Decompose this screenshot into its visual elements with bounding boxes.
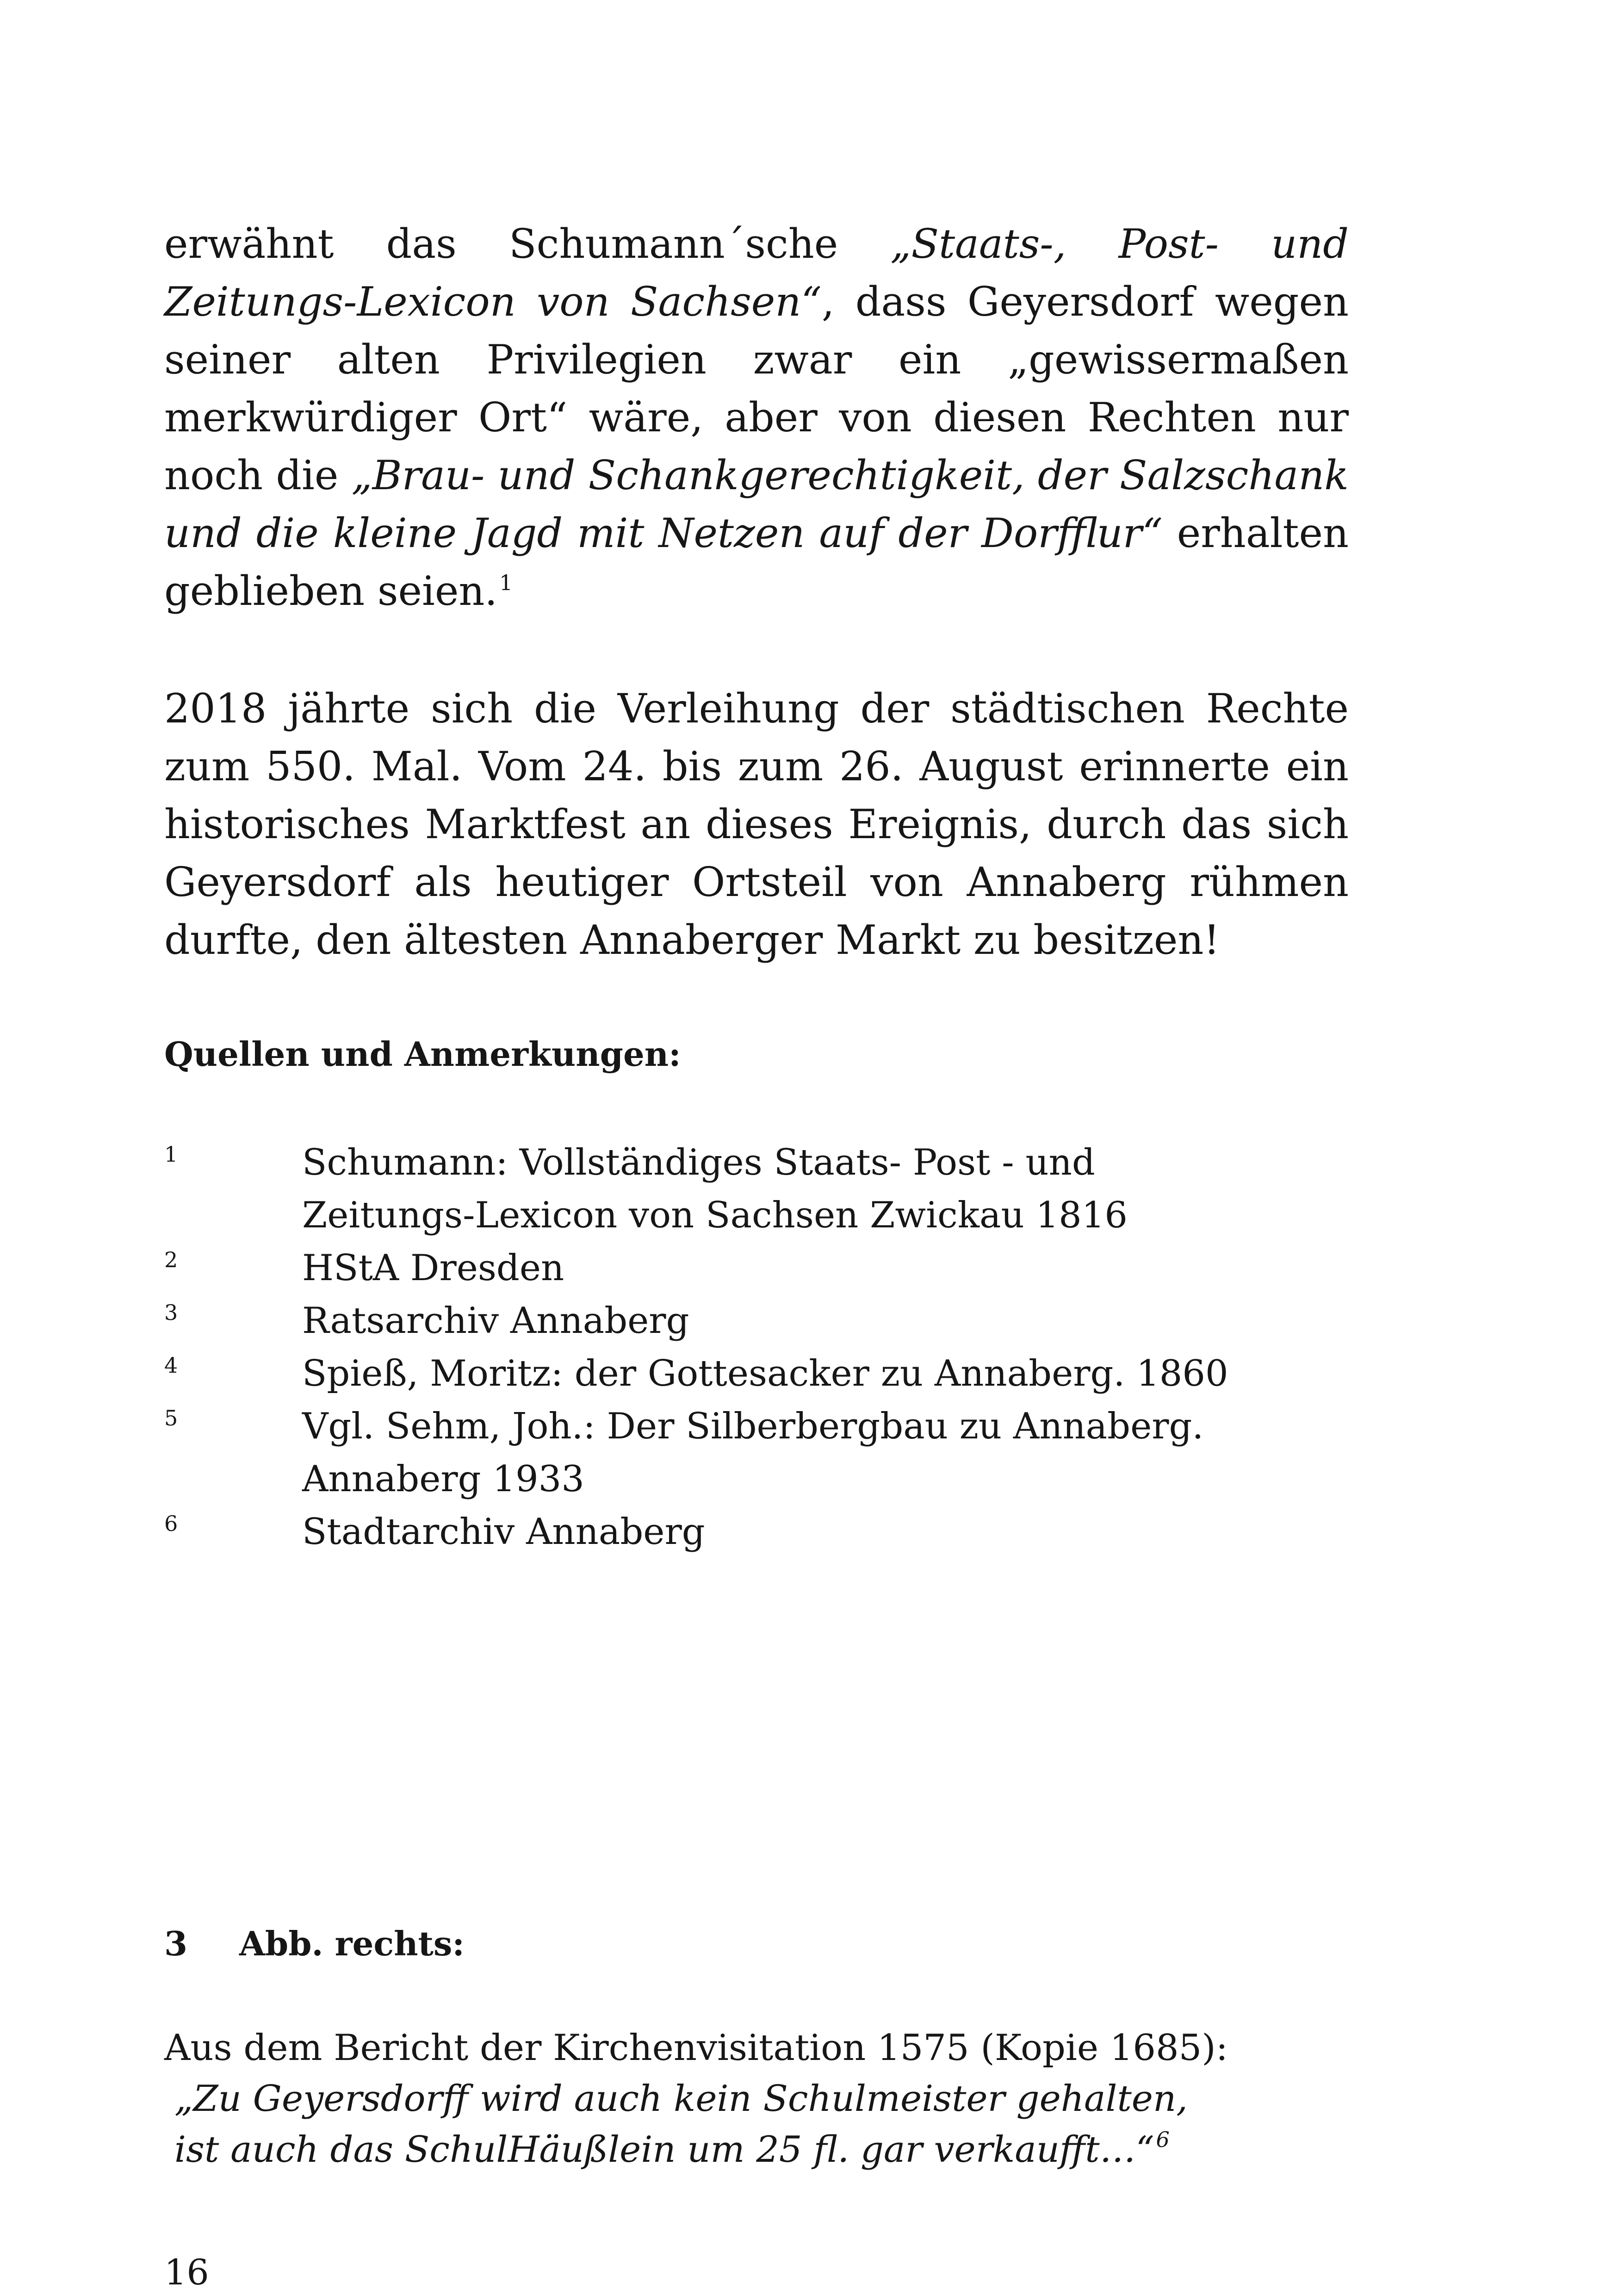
note-number: 6 [164, 1511, 178, 1536]
page-number: 16 [164, 2252, 209, 2293]
note-number: 1 [164, 1142, 178, 1167]
note-item [164, 1242, 1349, 1294]
note-item [164, 1294, 1349, 1347]
note-text: HStA Dresden [302, 1247, 564, 1289]
paragraph-text: erhalten geblieben seien. [164, 510, 1349, 615]
paragraph-anniversary: 2018 jährte sich die Verleihung der städtischen Rechte zum 550. Mal. Vom 24. bis zum 26. August erinnerte ein historisches Marktfest an dieses Ereignis, durch das sich Geyersdorf als heutiger Ortsteil von Annaberg rühmen durfte, den ältesten Annaberger Markt zu besitzen! [164, 685, 1349, 964]
paragraph-text: erwähnt das Schumann´sche [164, 220, 891, 268]
note-number: 4 [164, 1353, 178, 1378]
note-number: 5 [164, 1406, 178, 1431]
note-text: Ratsarchiv Annaberg [302, 1300, 689, 1342]
note-text [302, 1400, 1349, 1506]
caption-text: Aus dem Bericht der Kirchenvisitation 1575 (Kopie 1685): [164, 2027, 1228, 2069]
figure-number: 3 [164, 1924, 188, 1963]
paragraph-text: , dass Geyersdorf wegen seiner alten Privilegien zwar ein „gewissermaßen merkwürdiger Ort“ wäre, aber von diesen Rechten nur noch die [164, 278, 1349, 499]
rights-quote: „Brau- und Schankgerechtigkeit, der Salzschank und die kleine Jagd mit Netzen auf der Dorfflur“ [164, 452, 1349, 557]
footnote-ref[interactable]: 1 [499, 570, 513, 595]
note-text [302, 1136, 1349, 1242]
caption-quote-text: ist auch das SchulHäußlein um 25 fl. gar verkaufft…“ [174, 2129, 1154, 2171]
figure-heading [164, 1923, 465, 1965]
note-line: Schumann: Vollständiges Staats- Post - und [302, 1142, 1095, 1183]
note-number: 2 [164, 1247, 178, 1272]
note-item [164, 1506, 1349, 1558]
note-line: Zeitungs-Lexicon von Sachsen Zwickau 1816 [302, 1195, 1128, 1236]
caption-quote-line: „Zu Geyersdorff wird auch kein Schulmeister gehalten, [174, 2078, 1188, 2120]
note-item [164, 1347, 1349, 1400]
page-content [164, 215, 1349, 2293]
note-line: Vgl. Sehm, Joh.: Der Silberbergbau zu Annaberg. [302, 1406, 1204, 1447]
sources-heading: Quellen und Anmerkungen: [164, 1034, 681, 1074]
footnote-ref[interactable]: 6 [1156, 2127, 1170, 2152]
paragraph-privileges [164, 215, 1349, 627]
figure-caption [164, 2022, 1349, 2180]
note-item [164, 1400, 1349, 1506]
caption-quote-line [164, 2124, 1349, 2180]
note-text: Stadtarchiv Annaberg [302, 1511, 705, 1553]
figure-heading-label: Abb. rechts: [239, 1924, 465, 1963]
note-number: 3 [164, 1300, 178, 1325]
note-text: Spieß, Moritz: der Gottesacker zu Annaberg. 1860 [302, 1353, 1228, 1394]
note-line: Annaberg 1933 [302, 1458, 584, 1500]
notes-list [164, 1136, 1349, 1558]
lexicon-title: „Staats-, Post- und Zeitungs-Lexicon von Sachsen“ [164, 220, 1349, 325]
note-item [164, 1136, 1349, 1242]
